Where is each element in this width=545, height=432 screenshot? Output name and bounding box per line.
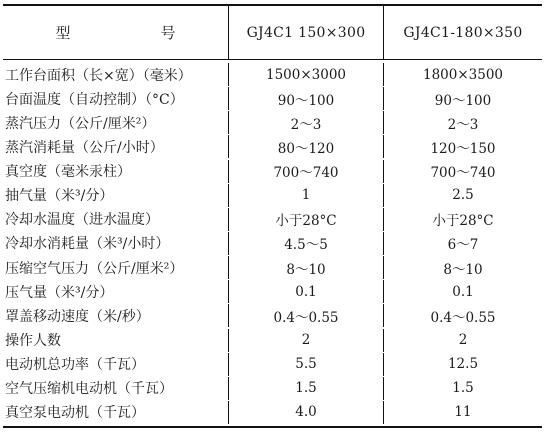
table-row bbox=[3, 184, 542, 207]
table-header bbox=[3, 6, 542, 60]
row-label: 蒸汽压力（公斤/厘米²） bbox=[3, 111, 229, 134]
table-row bbox=[3, 63, 542, 86]
row-value-col1: 90～100 bbox=[229, 87, 384, 110]
row-value-col2: 2 bbox=[458, 332, 468, 349]
table-row bbox=[3, 87, 542, 110]
table-row bbox=[3, 401, 542, 424]
row-label: 工作台面积（长×宽）（毫米） bbox=[3, 63, 229, 86]
row-value-col1: 4.5～5 bbox=[229, 232, 384, 255]
row-value-col2: 12.5 bbox=[447, 356, 479, 373]
table-row bbox=[3, 111, 542, 134]
table-row bbox=[3, 135, 542, 158]
row-label: 台面温度（自动控制）（°C） bbox=[3, 87, 229, 110]
table-row bbox=[3, 232, 542, 255]
table-row bbox=[3, 329, 542, 352]
row-value-col2: 2～3 bbox=[447, 116, 479, 133]
row-value-col1: 80～120 bbox=[229, 135, 384, 158]
row-label: 压气量（米³/分） bbox=[3, 280, 229, 303]
header-label-right: 号 bbox=[160, 24, 176, 42]
row-label: 压缩空气压力（公斤/厘米²） bbox=[3, 256, 229, 279]
row-value-col2: 0.1 bbox=[452, 283, 474, 300]
table-row bbox=[3, 208, 542, 231]
row-value-col2: 6～7 bbox=[447, 237, 479, 254]
row-value-col2: 700～740 bbox=[430, 165, 496, 182]
row-value-col1: 8～10 bbox=[229, 256, 384, 279]
row-value-col1: 1500×3000 bbox=[229, 63, 384, 86]
row-label: 冷却水消耗量（米³/小时） bbox=[3, 232, 229, 255]
table-row bbox=[3, 353, 542, 376]
row-value-col1: 小于28°C bbox=[229, 208, 384, 231]
row-label: 冷却水温度（进水温度） bbox=[3, 208, 229, 231]
row-label: 抽气量（米³/分） bbox=[3, 184, 229, 207]
row-value-col2: 11 bbox=[454, 404, 472, 421]
spec-table bbox=[3, 4, 542, 428]
table-row bbox=[3, 280, 542, 303]
row-label: 罩盖移动速度（米/秒） bbox=[3, 304, 229, 327]
row-value-col1: 5.5 bbox=[229, 353, 384, 376]
row-value-col1: 4.0 bbox=[229, 401, 384, 424]
header-model-label bbox=[3, 6, 229, 59]
row-value-col2: 90～100 bbox=[434, 92, 492, 109]
row-value-col1: 700～740 bbox=[229, 160, 384, 183]
table-body bbox=[3, 60, 542, 426]
row-label: 电动机总功率（千瓦） bbox=[3, 353, 229, 376]
row-value-col2: 1800×3500 bbox=[422, 66, 504, 83]
row-label: 空气压缩机电动机（千瓦） bbox=[3, 377, 229, 400]
row-label: 操作人数 bbox=[3, 329, 229, 352]
row-value-col2: 8～10 bbox=[443, 261, 483, 278]
table-row bbox=[3, 256, 542, 279]
row-label: 真空度（毫米汞柱） bbox=[3, 160, 229, 183]
row-label: 真空泵电动机（千瓦） bbox=[3, 401, 229, 424]
header-col1: GJ4C1 150×300 bbox=[229, 6, 384, 59]
row-value-col1: 2～3 bbox=[229, 111, 384, 134]
table-row bbox=[3, 160, 542, 183]
row-value-col1: 2 bbox=[229, 329, 384, 352]
row-value-col1: 0.4～0.55 bbox=[229, 304, 384, 327]
table-row bbox=[3, 304, 542, 327]
row-value-col2: 小于28°C bbox=[432, 213, 494, 230]
header-col2: GJ4C1-180×350 bbox=[403, 24, 523, 41]
header-label-left: 型 bbox=[55, 24, 71, 42]
row-value-col1: 1.5 bbox=[229, 377, 384, 400]
table-row bbox=[3, 377, 542, 400]
row-value-col1: 0.1 bbox=[229, 280, 384, 303]
row-value-col2: 2.5 bbox=[452, 187, 474, 204]
row-value-col1: 1 bbox=[229, 184, 384, 207]
row-label: 蒸汽消耗量（公斤/小时） bbox=[3, 135, 229, 158]
row-value-col2: 1.5 bbox=[452, 380, 474, 397]
row-value-col2: 120～150 bbox=[430, 140, 496, 157]
row-value-col2: 0.4～0.55 bbox=[430, 309, 496, 326]
